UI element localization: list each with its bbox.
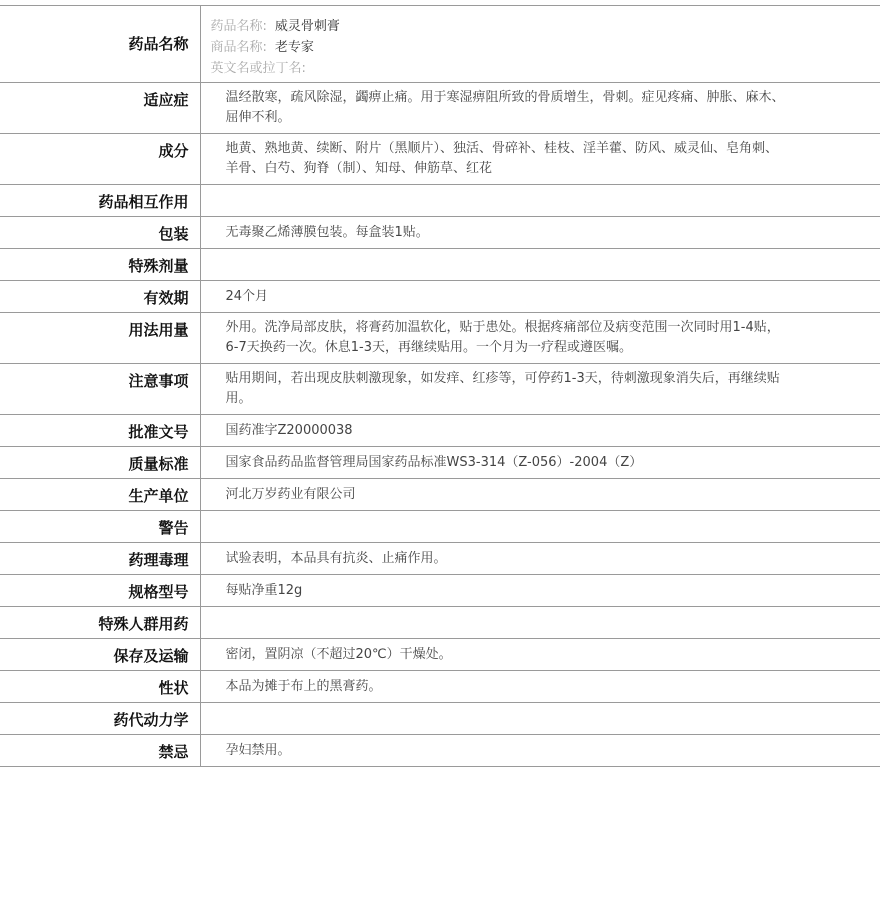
row-label: 禁忌 xyxy=(0,735,200,767)
row-label: 成分 xyxy=(0,134,200,185)
row-value: 国家食品药品监督管理局国家药品标准WS3-314（Z-056）-2004（Z） xyxy=(200,447,880,479)
table-row xyxy=(0,639,880,671)
row-value: 国药准字Z20000038 xyxy=(200,415,880,447)
row-value: 地黄、熟地黄、续断、附片（黑顺片）、独活、骨碎补、桂枝、淫羊藿、防风、威灵仙、皂角刺、羊骨、白芍、狗脊（制）、知母、伸筋草、红花 xyxy=(200,134,880,185)
row-value: 温经散寒，疏风除湿，蠲痹止痛。用于寒湿痹阻所致的骨质增生，骨刺。症见疼痛、肿胀、麻木、屈伸不利。 xyxy=(200,83,880,134)
name-key: 英文名或拉丁名: xyxy=(210,61,306,76)
row-label: 特殊人群用药 xyxy=(0,607,200,639)
table-row xyxy=(0,607,880,639)
name-key: 药品名称: xyxy=(210,19,267,34)
row-label: 保存及运输 xyxy=(0,639,200,671)
table-row xyxy=(0,217,880,249)
row-label: 性状 xyxy=(0,671,200,703)
row-label: 适应症 xyxy=(0,83,200,134)
row-label: 注意事项 xyxy=(0,364,200,415)
row-label: 特殊剂量 xyxy=(0,249,200,281)
row-value xyxy=(200,607,880,639)
row-value xyxy=(200,185,880,217)
table-row xyxy=(0,447,880,479)
row-label: 警告 xyxy=(0,511,200,543)
row-value: 外用。洗净局部皮肤，将膏药加温软化，贴于患处。根据疼痛部位及病变范围一次同时用1-4贴，6-7天换药一次。休息1-3天，再继续贴用。一个月为一疗程或遵医嘱。 xyxy=(200,313,880,364)
row-value: 24个月 xyxy=(200,281,880,313)
row-value: 试验表明，本品具有抗炎、止痛作用。 xyxy=(200,543,880,575)
row-value: 孕妇禁用。 xyxy=(200,735,880,767)
table-row xyxy=(0,735,880,767)
table-row xyxy=(0,83,880,134)
row-value: 每贴净重12g xyxy=(200,575,880,607)
row-label: 药理毒理 xyxy=(0,543,200,575)
table-row xyxy=(0,313,880,364)
table-row xyxy=(0,511,880,543)
row-label: 包装 xyxy=(0,217,200,249)
row-value xyxy=(200,511,880,543)
row-label: 药品名称 xyxy=(0,6,200,83)
row-label: 质量标准 xyxy=(0,447,200,479)
name-key: 商品名称: xyxy=(210,40,267,55)
name-block xyxy=(200,6,880,83)
name-value: 老专家 xyxy=(274,40,314,55)
table-row xyxy=(0,281,880,313)
row-value: 本品为摊于布上的黑膏药。 xyxy=(200,671,880,703)
row-value xyxy=(200,703,880,735)
table-row xyxy=(0,703,880,735)
row-label: 生产单位 xyxy=(0,479,200,511)
row-label: 药代动力学 xyxy=(0,703,200,735)
row-label: 药品相互作用 xyxy=(0,185,200,217)
row-label: 批准文号 xyxy=(0,415,200,447)
name-value: 威灵骨刺膏 xyxy=(274,19,340,34)
row-label: 有效期 xyxy=(0,281,200,313)
table-row xyxy=(0,543,880,575)
row-label: 规格型号 xyxy=(0,575,200,607)
table-row xyxy=(0,364,880,415)
table-row xyxy=(0,185,880,217)
table-row xyxy=(0,575,880,607)
table-row xyxy=(0,134,880,185)
table-row xyxy=(0,249,880,281)
row-value: 贴用期间，若出现皮肤刺激现象，如发痒、红疹等，可停药1-3天，待刺激现象消失后，再继续贴用。 xyxy=(200,364,880,415)
name-line-latin xyxy=(211,58,791,79)
row-value xyxy=(200,249,880,281)
table-row xyxy=(0,479,880,511)
name-line-trade xyxy=(211,37,791,58)
table-row xyxy=(0,415,880,447)
row-value: 河北万岁药业有限公司 xyxy=(200,479,880,511)
table-row-name xyxy=(0,6,880,83)
row-value: 无毒聚乙烯薄膜包装。每盒装1贴。 xyxy=(200,217,880,249)
name-line-drug xyxy=(211,16,791,37)
table-row xyxy=(0,671,880,703)
drug-spec-table xyxy=(0,5,880,767)
row-label: 用法用量 xyxy=(0,313,200,364)
row-value: 密闭，置阴凉（不超过20℃）干燥处。 xyxy=(200,639,880,671)
